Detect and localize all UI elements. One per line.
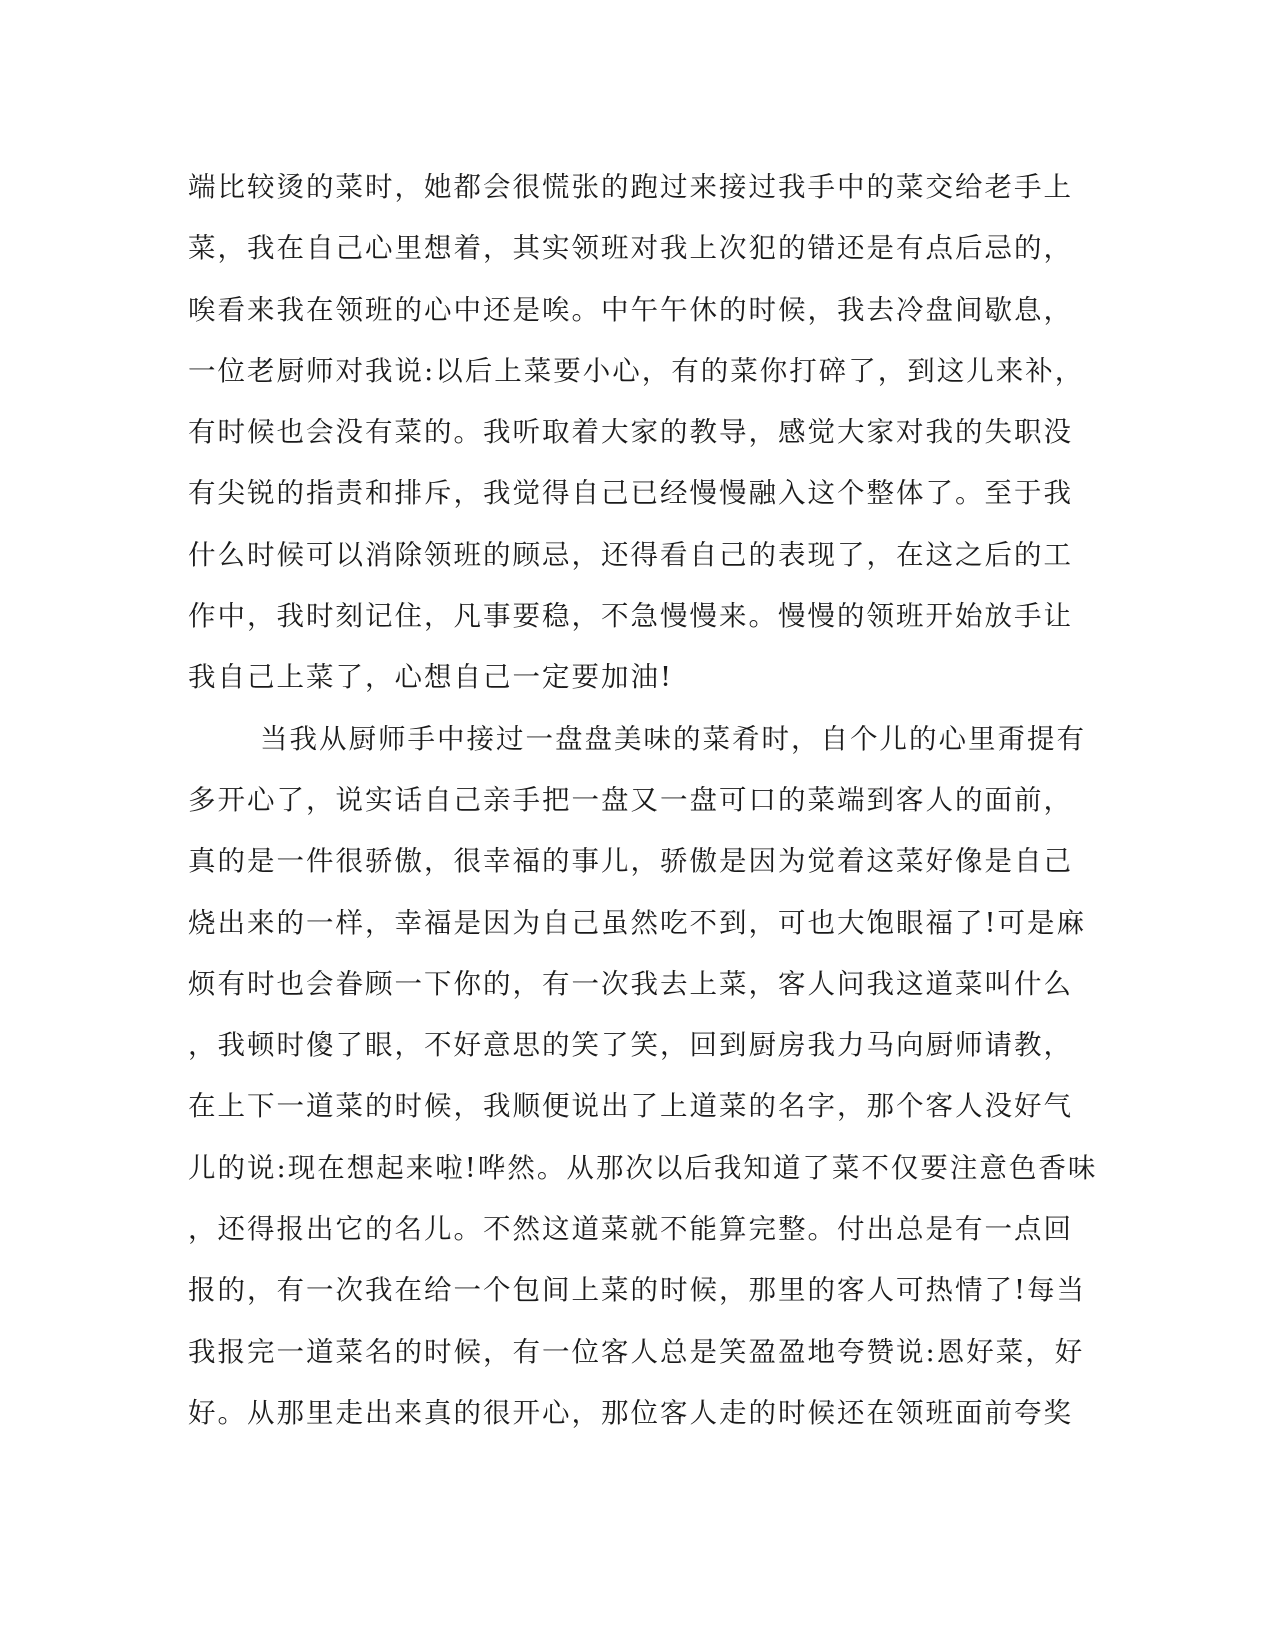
text-line: 报的，有一次我在给一个包间上菜的时候，那里的客人可热情了!每当 [188,1274,1087,1307]
text-line: 什么时候可以消除领班的顾忌，还得看自己的表现了，在这之后的工 [188,538,1073,571]
text-line: 多开心了，说实话自己亲手把一盘又一盘可口的菜端到客人的面前， [188,783,1073,816]
text-line: 有时候也会没有菜的。我听取着大家的教导，感觉大家对我的失职没 [188,416,1073,449]
text-line: ，我顿时傻了眼，不好意思的笑了笑，回到厨房我力马向厨师请教， [188,1029,1073,1062]
text-line: 好。从那里走出来真的很开心，那位客人走的时候还在领班面前夸奖 [188,1396,1073,1429]
body-text [188,157,1098,1444]
text-line: 唉看来我在领班的心中还是唉。中午午休的时候，我去冷盘间歇息， [188,293,1073,326]
text-line: 有尖锐的指责和排斥，我觉得自己已经慢慢融入这个整体了。至于我 [188,477,1073,510]
text-line: 在上下一道菜的时候，我顺便说出了上道菜的名字，那个客人没好气 [188,1090,1073,1123]
text-line: 烦有时也会眷顾一下你的，有一次我去上菜，客人问我这道菜叫什么 [188,967,1073,1000]
text-line: ，还得报出它的名儿。不然这道菜就不能算完整。付出总是有一点回 [188,1213,1073,1246]
text-line: 儿的说:现在想起来啦!哗然。从那次以后我知道了菜不仅要注意色香味 [188,1151,1098,1184]
text-line: 作中，我时刻记住，凡事要稳，不急慢慢来。慢慢的领班开始放手让 [188,600,1073,633]
text-line: 菜，我在自己心里想着，其实领班对我上次犯的错还是有点后忌的， [188,232,1073,265]
text-line: 我自己上菜了，心想自己一定要加油! [188,661,674,694]
text-line: 一位老厨师对我说:以后上菜要小心，有的菜你打碎了，到这儿来补， [188,354,1085,387]
text-line: 端比较烫的菜时，她都会很慌张的跑过来接过我手中的菜交给老手上 [188,171,1073,203]
text-line: 烧出来的一样，幸福是因为自己虽然吃不到，可也大饱眼福了!可是麻 [188,906,1087,939]
paragraph-start-line: 当我从厨师手中接过一盘盘美味的菜肴时，自个儿的心里甭提有 [260,722,1086,755]
text-line: 我报完一道菜名的时候，有一位客人总是笑盈盈地夸赞说:恩好菜，好 [188,1335,1085,1368]
text-line: 真的是一件很骄傲，很幸福的事儿，骄傲是因为觉着这菜好像是自己 [188,845,1073,878]
